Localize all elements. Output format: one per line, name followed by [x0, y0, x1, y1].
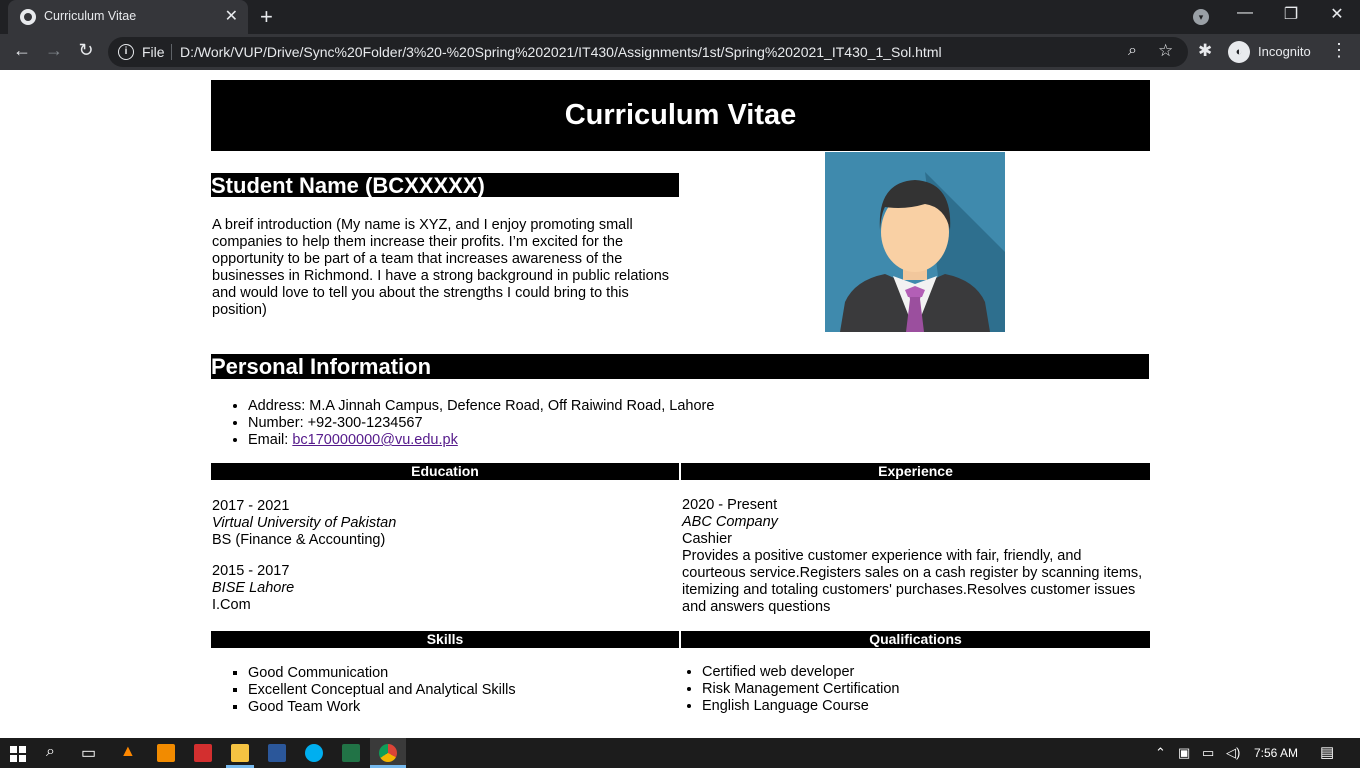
education-heading: Education: [211, 463, 679, 480]
address-bar[interactable]: [108, 37, 1188, 67]
incognito-label: Incognito: [1258, 44, 1311, 59]
incognito-profile-button[interactable]: [1226, 39, 1320, 65]
qualification-item: • Certified web developer: [702, 664, 899, 681]
kebab-menu-icon[interactable]: ⋮: [1330, 40, 1348, 60]
back-button[interactable]: ←: [13, 40, 31, 60]
skill-item: ▪ Good Communication: [248, 665, 516, 682]
chevron-up-icon[interactable]: ⌃: [1155, 745, 1166, 760]
experience-heading: Experience: [681, 463, 1150, 480]
skill-item: ▪ Good Team Work: [248, 699, 516, 716]
word-icon[interactable]: [268, 744, 286, 762]
new-tab-button[interactable]: +: [260, 4, 273, 29]
close-tab-icon[interactable]: ✕: [224, 8, 238, 25]
email-label: Email:: [248, 432, 293, 448]
windows-start-icon[interactable]: [10, 746, 26, 762]
experience-entry: [682, 497, 1144, 616]
file-explorer-icon[interactable]: [231, 744, 249, 762]
skype-icon[interactable]: [305, 744, 323, 762]
browser-tab-bar: [0, 0, 1360, 34]
minimize-button[interactable]: —: [1237, 4, 1253, 21]
qualification-item: • Risk Management Certification: [702, 681, 899, 698]
network-tray-icon[interactable]: ▣: [1178, 745, 1191, 760]
info-icon[interactable]: i: [118, 44, 134, 60]
divider: [171, 44, 172, 60]
browser-tab[interactable]: [8, 0, 248, 34]
introduction-text: A breif introduction (My name is XYZ, and I enjoy promoting small companies to help them increase their profits. I’m excited for the opportunity to be part of a team that increases awareness of the businesses in Richmond. I have a strong background in public relations and would love to tell you about the strengths I could bring to this position): [212, 217, 670, 318]
url-text[interactable]: D:/Work/VUP/Drive/Sync%20Folder/3%20-%20Spring%202021/IT430/Assignments/1st/Spring%202021_IT430_1_Sol.html: [180, 44, 942, 60]
task-view-icon[interactable]: ▭: [81, 745, 97, 762]
experience-company: ABC Company: [682, 514, 778, 530]
experience-description: Provides a positive customer experience with fair, friendly, and courteous service.Registers sales on a cash register by scanning items, itemizing and totaling customers' purchases.Resolves customer issues and answers questions: [682, 548, 1143, 615]
restore-button[interactable]: ❐: [1283, 6, 1299, 23]
clock-time[interactable]: 7:56 AM: [1254, 746, 1299, 760]
tab-title: Curriculum Vitae: [44, 9, 137, 23]
browser-toolbar: [0, 34, 1360, 70]
extensions-puzzle-icon[interactable]: ✱: [1198, 41, 1213, 60]
bookmark-star-icon[interactable]: ☆: [1158, 41, 1174, 60]
pdf-reader-icon[interactable]: [194, 744, 212, 762]
profile-avatar-image: [825, 152, 1005, 332]
education-institution: BISE Lahore: [212, 580, 295, 596]
experience-years: 2020 - Present: [682, 497, 778, 513]
education-years: 2017 - 2021: [212, 498, 290, 514]
personal-info-list: [212, 398, 714, 449]
education-institution: Virtual University of Pakistan: [212, 515, 397, 531]
email-link[interactable]: bc170000000@vu.edu.pk: [292, 432, 458, 448]
qualification-item: • English Language Course: [702, 698, 899, 715]
qualifications-list: [680, 664, 899, 715]
student-name-heading: Student Name (BCXXXXX): [211, 173, 679, 197]
zoom-icon[interactable]: ⌕: [1128, 42, 1137, 59]
address-item: • Address: M.A Jinnah Campus, Defence Road, Off Raiwind Road, Lahore: [248, 398, 714, 415]
education-degree: I.Com: [212, 597, 251, 613]
notifications-icon[interactable]: ▤: [1320, 744, 1335, 761]
forward-button[interactable]: →: [45, 40, 63, 60]
reload-button[interactable]: ↻: [78, 40, 94, 60]
close-window-button[interactable]: ✕: [1330, 6, 1344, 23]
volume-icon[interactable]: ◁): [1226, 745, 1241, 760]
experience-role: Cashier: [682, 531, 732, 547]
url-scheme-label: File: [142, 44, 165, 60]
tab-search-icon[interactable]: ▾: [1193, 9, 1209, 25]
education-degree: BS (Finance & Accounting): [212, 532, 386, 548]
globe-icon: [20, 9, 36, 25]
chrome-icon[interactable]: [379, 744, 397, 762]
skills-heading: Skills: [211, 631, 679, 648]
windows-taskbar: [0, 738, 1360, 768]
vlc-icon[interactable]: ▲: [120, 743, 136, 760]
display-tray-icon[interactable]: ▭: [1202, 745, 1215, 760]
excel-icon[interactable]: [342, 744, 360, 762]
page-title: Curriculum Vitae: [211, 80, 1150, 151]
sublime-text-icon[interactable]: [157, 744, 175, 762]
page-content: [0, 70, 1360, 738]
search-icon[interactable]: ⌕: [46, 743, 55, 760]
personal-info-heading: Personal Information: [211, 354, 1149, 379]
skill-item: ▪ Excellent Conceptual and Analytical Skills: [248, 682, 516, 699]
education-entry: [212, 498, 672, 549]
education-years: 2015 - 2017: [212, 563, 290, 579]
education-entry: [212, 563, 672, 614]
skills-list: [212, 665, 516, 716]
qualifications-heading: Qualifications: [681, 631, 1150, 648]
phone-item: • Number: +92-300-1234567: [248, 415, 714, 432]
incognito-icon: ◐: [1228, 41, 1250, 63]
email-item: [248, 432, 714, 449]
